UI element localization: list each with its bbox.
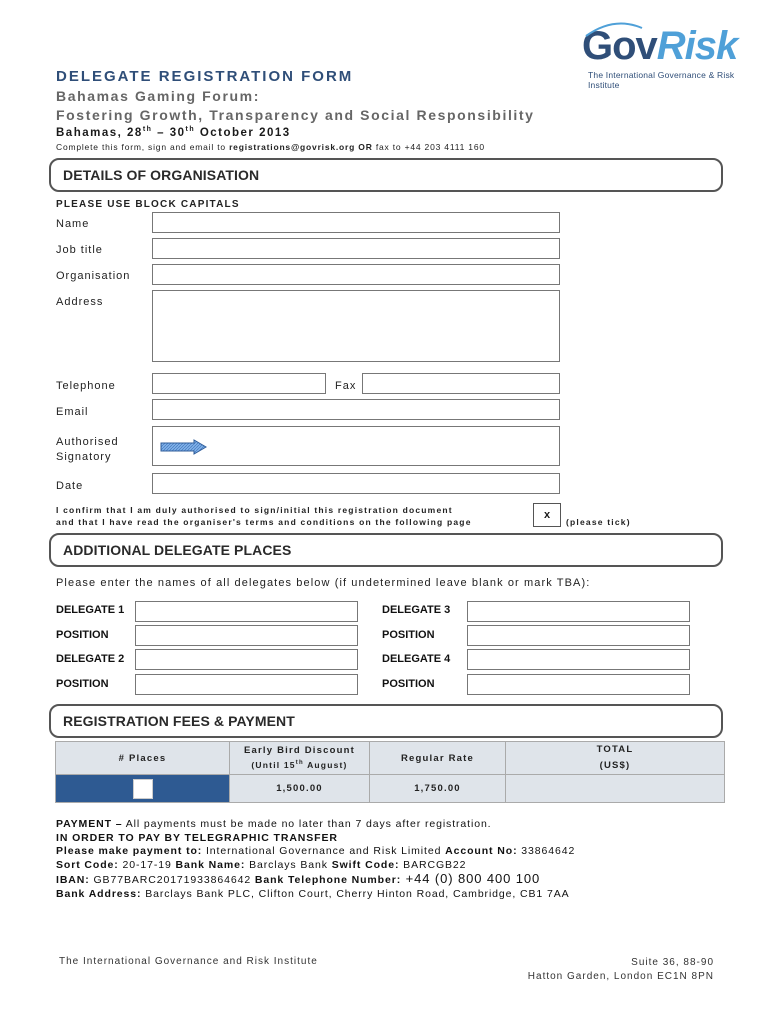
payment-line5 <box>56 872 756 888</box>
event-date <box>56 126 291 139</box>
total-input[interactable] <box>506 775 725 803</box>
delegate1-input[interactable] <box>135 601 358 622</box>
confirm-text <box>56 504 472 528</box>
fees-header-places-text: # Places <box>118 752 167 764</box>
date-label: Date <box>56 480 84 492</box>
address-label: Address <box>56 296 104 308</box>
confirm-line1: I confirm that I am duly authorised to sign/initial this registration document <box>56 505 453 515</box>
delegate2-label: DELEGATE 2 <box>56 653 125 665</box>
date-suffix-2: th <box>185 126 196 133</box>
position2-label: POSITION <box>56 678 109 690</box>
position4-label: POSITION <box>382 678 435 690</box>
sort-code-label: Sort Code: <box>56 858 119 871</box>
block-capitals-note: PLEASE USE BLOCK CAPITALS <box>56 199 240 210</box>
fees-header-regular-text: Regular Rate <box>400 752 474 764</box>
early-price: 1,500.00 <box>276 783 323 794</box>
logo-swoosh-icon <box>584 20 644 40</box>
job-title-label: Job title <box>56 244 103 256</box>
regular-price: 1,750.00 <box>414 783 461 794</box>
fees-header-regular <box>370 742 506 775</box>
signatory-input[interactable] <box>152 426 560 466</box>
position3-input[interactable] <box>467 625 690 646</box>
date-input[interactable] <box>152 473 560 494</box>
payment-line6 <box>56 888 756 902</box>
fees-header-early-post: August) <box>303 759 348 770</box>
payment-line2 <box>56 832 756 846</box>
iban-label: IBAN: <box>56 874 90 886</box>
logo-gov-text: Gov <box>582 24 657 68</box>
fees-header-early <box>230 742 370 775</box>
confirm-checkbox-mark: x <box>543 509 551 521</box>
instructions <box>56 142 485 152</box>
fees-header-early-line1: Early Bird Discount <box>244 745 355 757</box>
delegates-instruction: Please enter the names of all delegates below (if undetermined leave blank or mark TBA): <box>56 577 591 589</box>
fax-input[interactable] <box>362 373 560 394</box>
date-start: Bahamas, 28 <box>56 126 143 139</box>
delegate3-label: DELEGATE 3 <box>382 604 451 616</box>
footer-address <box>528 956 714 984</box>
position1-input[interactable] <box>135 625 358 646</box>
places-checkbox[interactable] <box>133 779 153 799</box>
fax-label: Fax <box>335 380 357 392</box>
places-cell <box>56 775 230 803</box>
organisation-input[interactable] <box>152 264 560 285</box>
payment-line2-text: IN ORDER TO PAY BY TELEGRAPHIC TRANSFER <box>56 831 338 844</box>
logo-tagline: The International Governance & Risk Institute <box>588 70 735 90</box>
delegate4-label: DELEGATE 4 <box>382 653 451 665</box>
job-title-input[interactable] <box>152 238 560 259</box>
delegate1-label: DELEGATE 1 <box>56 604 125 616</box>
payment-line4 <box>56 859 756 873</box>
event-title: Bahamas Gaming Forum: <box>56 88 260 104</box>
fees-header-early-sup: th <box>295 760 304 767</box>
payment-line3 <box>56 845 756 859</box>
bank-tel-label: Bank Telephone Number: <box>254 874 402 886</box>
email-input[interactable] <box>152 399 560 420</box>
sign-here-arrow-icon <box>160 439 208 455</box>
sort-code-value: 20-17-19 <box>118 858 176 871</box>
telephone-input[interactable] <box>152 373 326 394</box>
event-subtitle: Fostering Growth, Transparency and Social Responsibility <box>56 107 535 123</box>
fees-header-places <box>56 742 230 775</box>
date-end: – 30 <box>152 126 186 139</box>
organisation-label: Organisation <box>56 270 131 282</box>
confirm-line2: and that I have read the organiser's terms and conditions on the following page <box>56 517 472 527</box>
fees-header-total <box>506 742 725 775</box>
position1-label: POSITION <box>56 629 109 641</box>
name-label: Name <box>56 218 90 230</box>
position4-input[interactable] <box>467 674 690 695</box>
address-input[interactable] <box>152 290 560 362</box>
logo-risk-text: Risk <box>656 24 738 68</box>
signatory-label-line2: Signatory <box>56 451 112 463</box>
fees-header-total-line2: (US$) <box>599 760 631 771</box>
bank-name-label: Bank Name: <box>175 858 246 871</box>
payment-to-label: Please make payment to: <box>56 845 203 857</box>
telephone-label: Telephone <box>56 380 116 392</box>
bank-name-value: Barclays Bank <box>245 858 332 871</box>
instr-email: registrations@govrisk.org OR <box>229 142 373 152</box>
account-value: 33864642 <box>517 845 576 857</box>
name-input[interactable] <box>152 212 560 233</box>
email-label: Email <box>56 406 89 418</box>
bank-tel-value: +44 (0) 800 400 100 <box>401 871 541 886</box>
signatory-label <box>56 435 119 465</box>
regular-price-cell <box>370 775 506 803</box>
confirm-checkbox[interactable] <box>533 503 561 527</box>
organisation-section-title: DETAILS OF ORGANISATION <box>63 167 260 183</box>
position3-label: POSITION <box>382 629 435 641</box>
delegate2-input[interactable] <box>135 649 358 670</box>
footer-address-line2: Hatton Garden, London EC1N 8PN <box>527 971 714 982</box>
delegate4-input[interactable] <box>467 649 690 670</box>
tick-note: (please tick) <box>566 517 631 527</box>
delegate3-input[interactable] <box>467 601 690 622</box>
fees-header-early-line2 <box>230 757 369 771</box>
bank-address-label: Bank Address: <box>56 887 142 900</box>
instr-text: Complete this form, sign and email to <box>56 142 230 152</box>
date-month: October 2013 <box>195 126 291 139</box>
bank-address-value: Barclays Bank PLC, Clifton Court, Cherry Hinton Road, Cambridge, CB1 7AA <box>141 887 570 900</box>
payment-details <box>56 818 756 901</box>
date-suffix-1: th <box>142 126 153 133</box>
payment-to-value: International Governance and Risk Limited <box>202 845 446 857</box>
fees-header-total-line1: TOTAL <box>596 744 634 755</box>
delegates-section-title: ADDITIONAL DELEGATE PLACES <box>63 542 292 558</box>
footer-address-line1: Suite 36, 88-90 <box>631 957 714 968</box>
fees-header-early-pre: (Until 15 <box>251 759 296 770</box>
page-title: DELEGATE REGISTRATION FORM <box>56 68 354 85</box>
instr-fax: fax to +44 203 4111 160 <box>372 142 485 152</box>
fees-section-title: REGISTRATION FEES & PAYMENT <box>63 713 295 729</box>
early-price-cell <box>230 775 370 803</box>
payment-line1-rest: All payments must be made no later than 7 days after registration. <box>122 818 492 830</box>
payment-line1 <box>56 818 756 832</box>
swift-value: BARCGB22 <box>399 858 467 871</box>
signatory-label-line1: Authorised <box>56 436 119 448</box>
iban-value: GB77BARC20171933864642 <box>89 874 255 886</box>
payment-line1-bold: PAYMENT – <box>56 818 123 830</box>
logo <box>582 26 742 66</box>
swift-label: Swift Code: <box>331 858 400 871</box>
position2-input[interactable] <box>135 674 358 695</box>
footer-org: The International Governance and Risk Institute <box>59 956 318 967</box>
fees-table <box>55 741 725 803</box>
account-label: Account No: <box>445 845 518 857</box>
